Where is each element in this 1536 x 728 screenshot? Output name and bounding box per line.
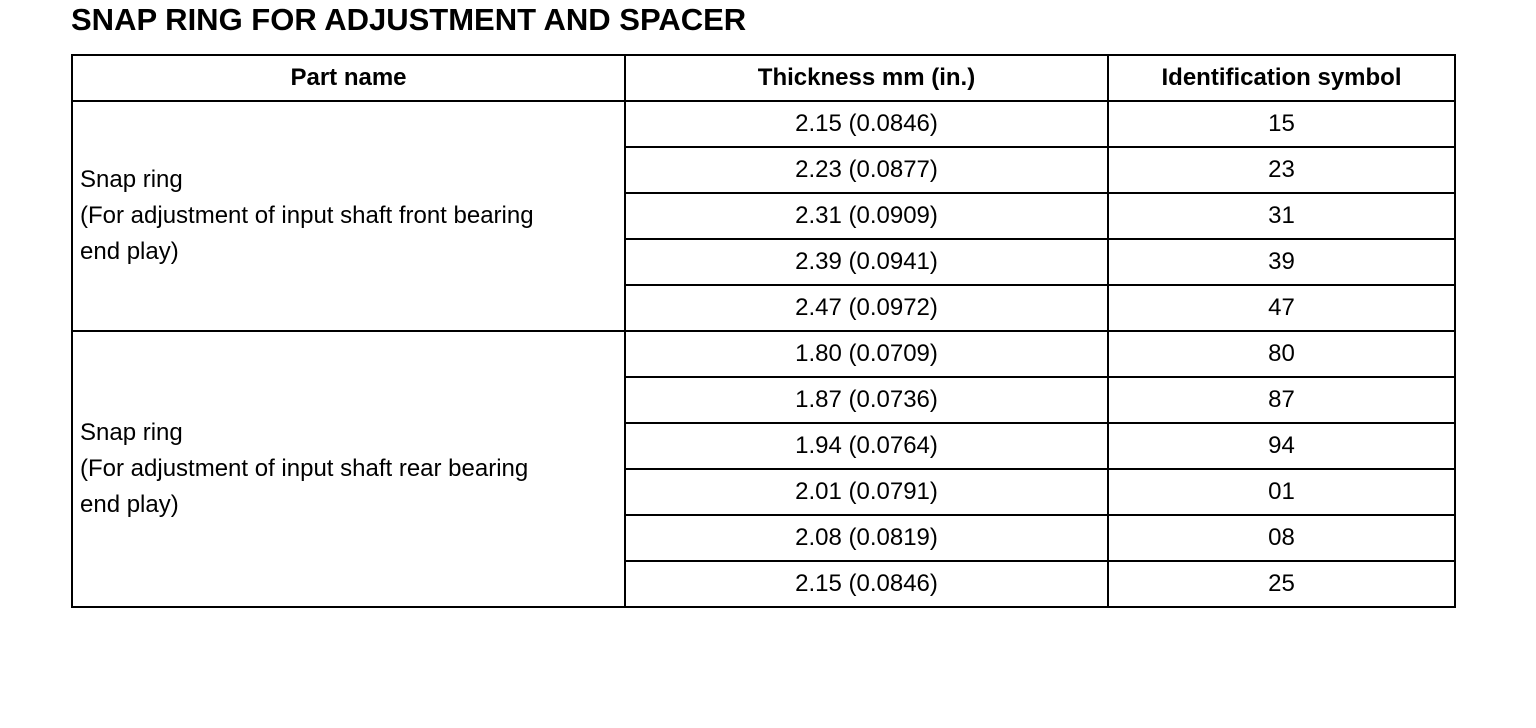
snap-ring-table (71, 54, 1456, 608)
table-row (72, 101, 1455, 147)
thickness-cell: 2.47 (0.0972) (625, 285, 1108, 331)
symbol-cell: 31 (1108, 193, 1455, 239)
thickness-cell: 1.80 (0.0709) (625, 331, 1108, 377)
part-name-line: (For adjustment of input shaft rear bearing (80, 455, 529, 482)
symbol-cell: 47 (1108, 285, 1455, 331)
symbol-cell: 39 (1108, 239, 1455, 285)
thickness-cell: 2.01 (0.0791) (625, 469, 1108, 515)
page-title: SNAP RING FOR ADJUSTMENT AND SPACER (71, 2, 747, 37)
thickness-cell: 2.08 (0.0819) (625, 515, 1108, 561)
header-identification-symbol: Identification symbol (1108, 55, 1455, 101)
part-name-line: (For adjustment of input shaft front bearing (80, 202, 534, 229)
symbol-cell: 15 (1108, 101, 1455, 147)
symbol-cell: 08 (1108, 515, 1455, 561)
symbol-cell: 01 (1108, 469, 1455, 515)
table-row (72, 331, 1455, 377)
table-header-row (72, 55, 1455, 101)
thickness-cell: 2.39 (0.0941) (625, 239, 1108, 285)
part-name-cell (72, 101, 625, 331)
symbol-cell: 87 (1108, 377, 1455, 423)
thickness-cell: 1.94 (0.0764) (625, 423, 1108, 469)
thickness-cell: 1.87 (0.0736) (625, 377, 1108, 423)
part-name-line: end play) (80, 491, 179, 518)
thickness-cell: 2.23 (0.0877) (625, 147, 1108, 193)
part-name-cell (72, 331, 625, 607)
part-name-line: Snap ring (80, 419, 183, 446)
header-part-name: Part name (72, 55, 625, 101)
symbol-cell: 23 (1108, 147, 1455, 193)
thickness-cell: 2.15 (0.0846) (625, 561, 1108, 607)
part-name-line: Snap ring (80, 166, 183, 193)
header-thickness: Thickness mm (in.) (625, 55, 1108, 101)
symbol-cell: 80 (1108, 331, 1455, 377)
thickness-cell: 2.15 (0.0846) (625, 101, 1108, 147)
symbol-cell: 25 (1108, 561, 1455, 607)
symbol-cell: 94 (1108, 423, 1455, 469)
thickness-cell: 2.31 (0.0909) (625, 193, 1108, 239)
part-name-line: end play) (80, 238, 179, 265)
